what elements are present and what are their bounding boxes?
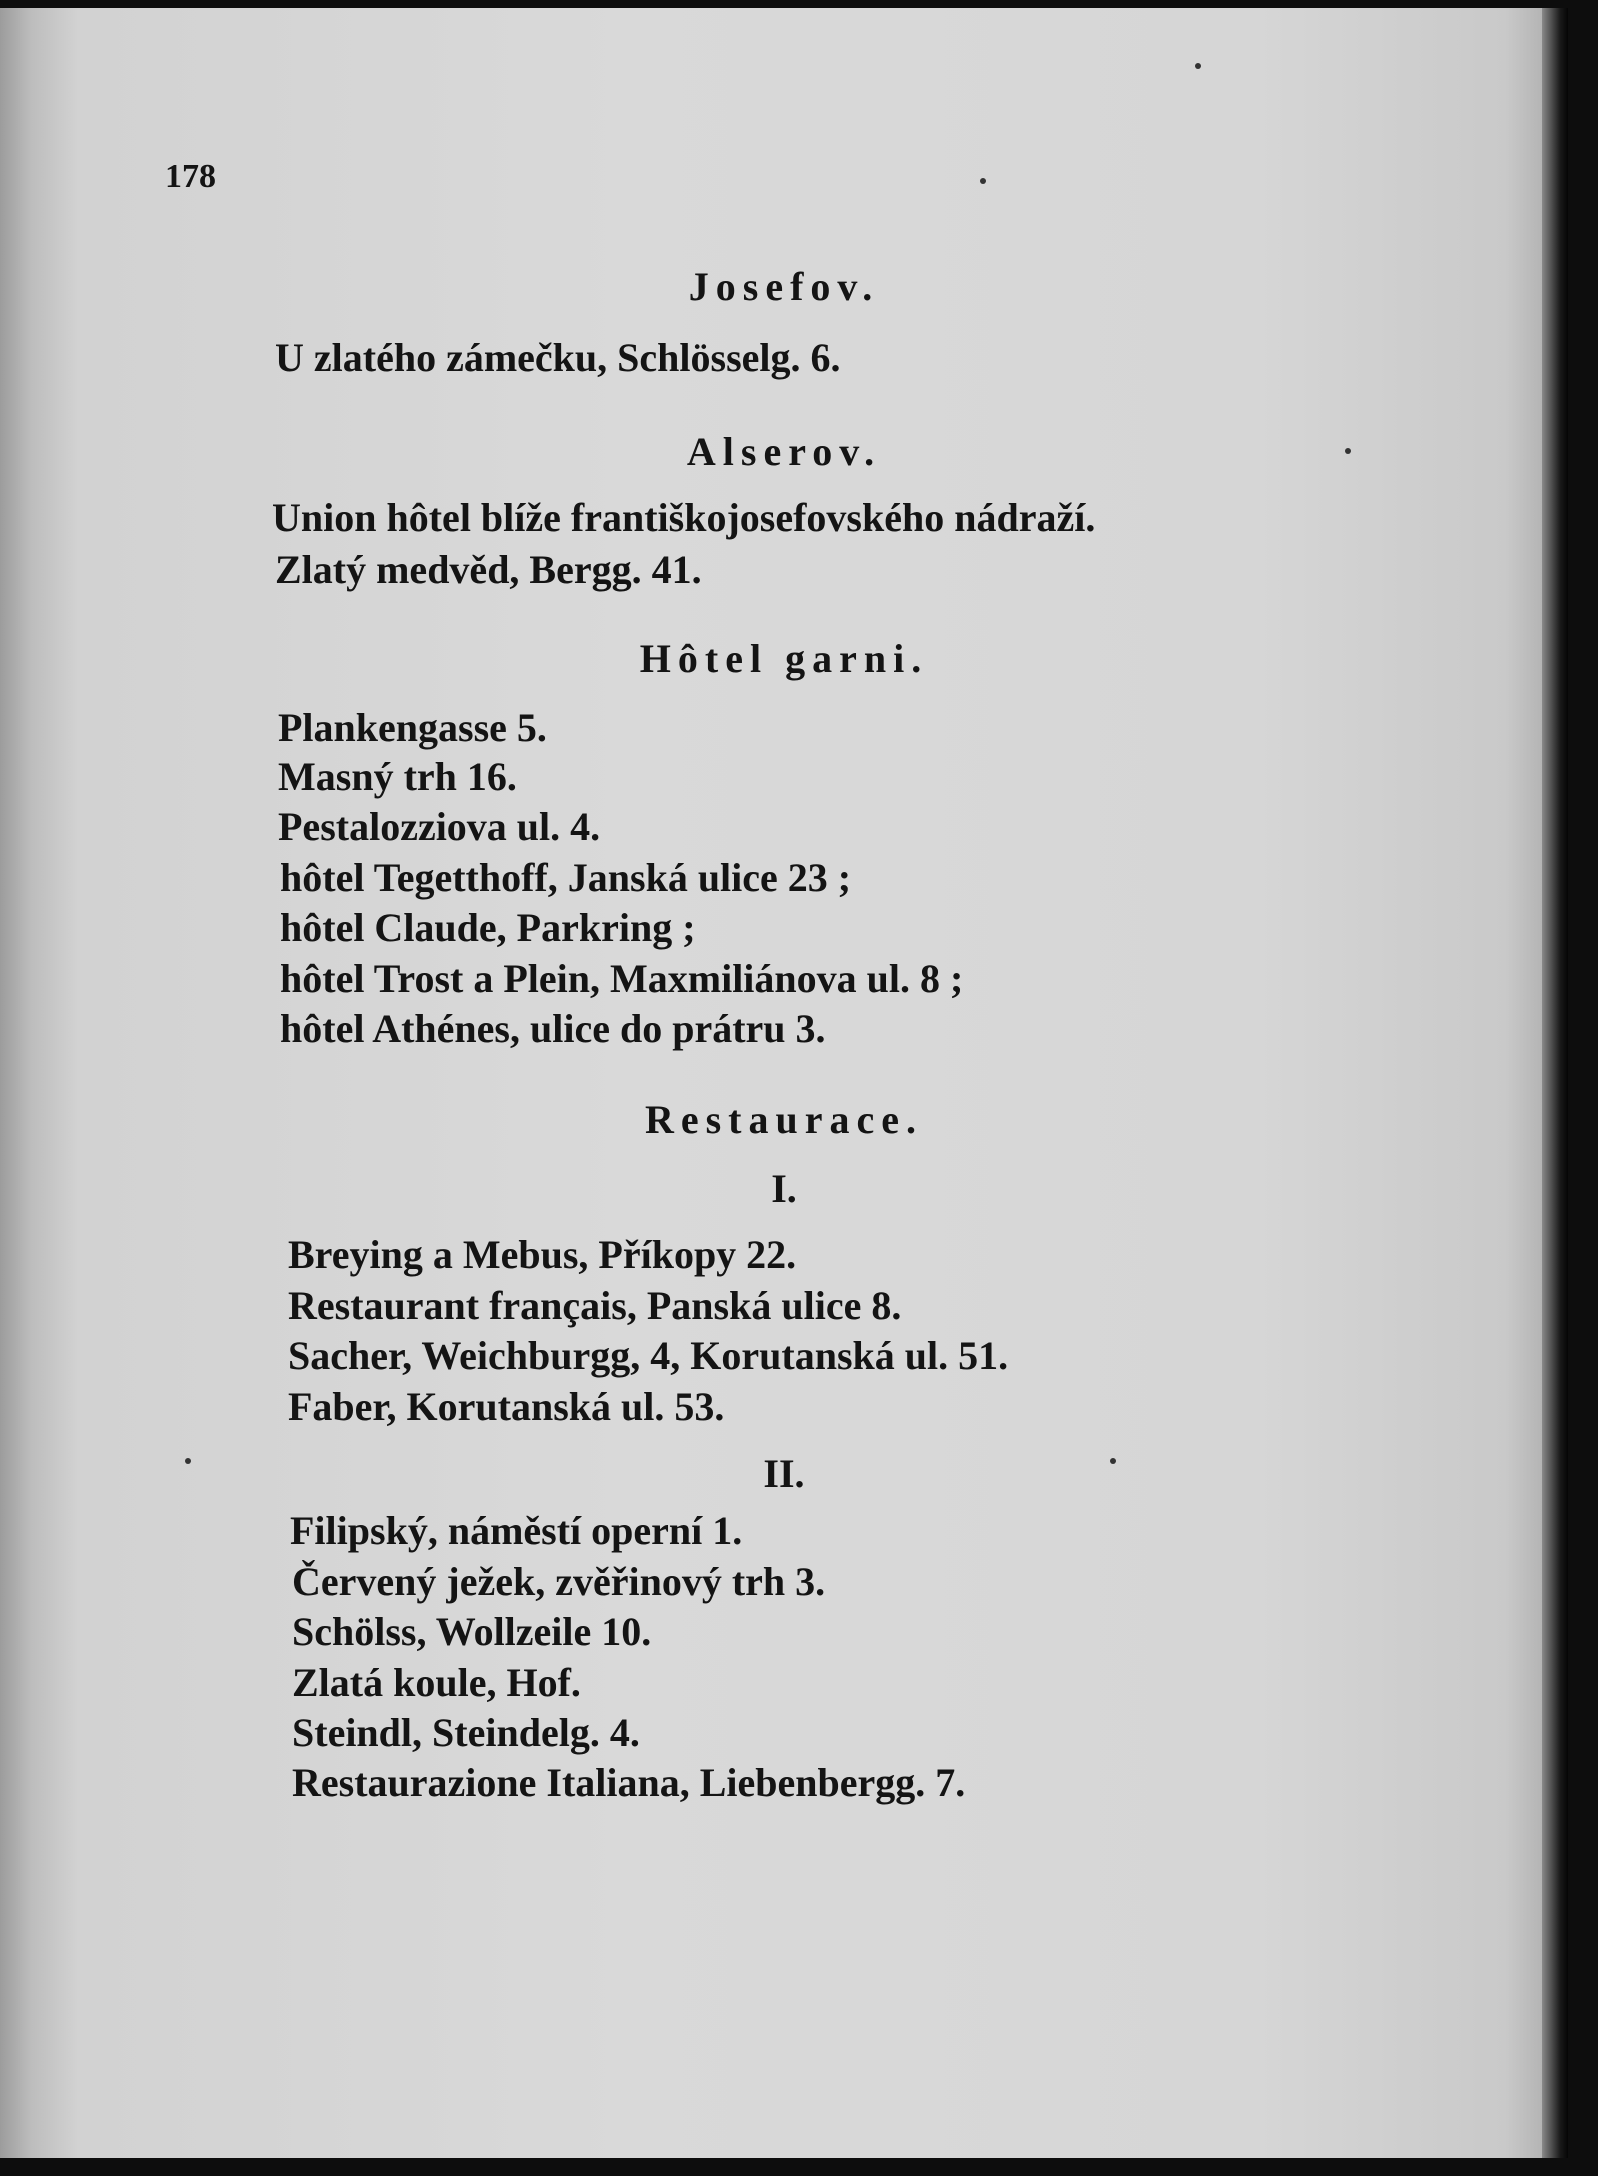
- entry-line: Zlatá koule, Hof.: [292, 1660, 581, 1705]
- entry-line: Sacher, Weichburgg, 4, Korutanská ul. 51.: [288, 1333, 1009, 1378]
- entry-line: hôtel Tegetthoff, Janská ulice 23 ;: [280, 855, 852, 900]
- entry-line: Restaurazione Italiana, Liebenbergg. 7.: [292, 1760, 966, 1805]
- entry-line: Plankengasse 5.: [278, 705, 547, 750]
- section-heading-josefov: Josefov.: [688, 264, 880, 309]
- entry-line: Zlatý medvěd, Bergg. 41.: [275, 547, 702, 592]
- entry-line: U zlatého zámečku, Schlösselg. 6.: [275, 335, 841, 380]
- entry-line: Union hôtel blíže františkojosefovského nádraží.: [272, 495, 1096, 540]
- entry-line: Červený ježek, zvěřinový trh 3.: [292, 1559, 826, 1604]
- section-heading-restaurace: Restaurace.: [644, 1097, 924, 1142]
- entry-line: hôtel Claude, Parkring ;: [280, 905, 696, 950]
- entry-line: Faber, Korutanská ul. 53.: [288, 1384, 725, 1429]
- entry-line: Filipský, náměstí operní 1.: [290, 1508, 743, 1553]
- paper-speck: [980, 178, 986, 184]
- entry-line: hôtel Trost a Plein, Maxmiliánova ul. 8 ;: [280, 956, 964, 1001]
- entry-line: hôtel Athénes, ulice do prátru 3.: [280, 1006, 826, 1051]
- entry-line: Schölss, Wollzeile 10.: [292, 1609, 652, 1654]
- group-numeral-2: II.: [763, 1451, 805, 1496]
- entry-line: Masný trh 16.: [278, 754, 517, 799]
- entry-line: Breying a Mebus, Příkopy 22.: [288, 1232, 797, 1277]
- page-spine-shadow: [1542, 8, 1568, 2158]
- entry-line: Pestalozziova ul. 4.: [278, 804, 601, 849]
- book-page: [0, 8, 1568, 2158]
- section-heading-hotel-garni: Hôtel garni.: [639, 636, 929, 681]
- entry-line: Restaurant français, Panská ulice 8.: [288, 1283, 902, 1328]
- paper-speck: [1195, 63, 1201, 69]
- group-numeral-1: I.: [771, 1166, 797, 1211]
- section-heading-alserov: Alserov.: [686, 429, 882, 474]
- entry-line: Steindl, Steindelg. 4.: [292, 1710, 640, 1755]
- page-number: 178: [165, 158, 216, 195]
